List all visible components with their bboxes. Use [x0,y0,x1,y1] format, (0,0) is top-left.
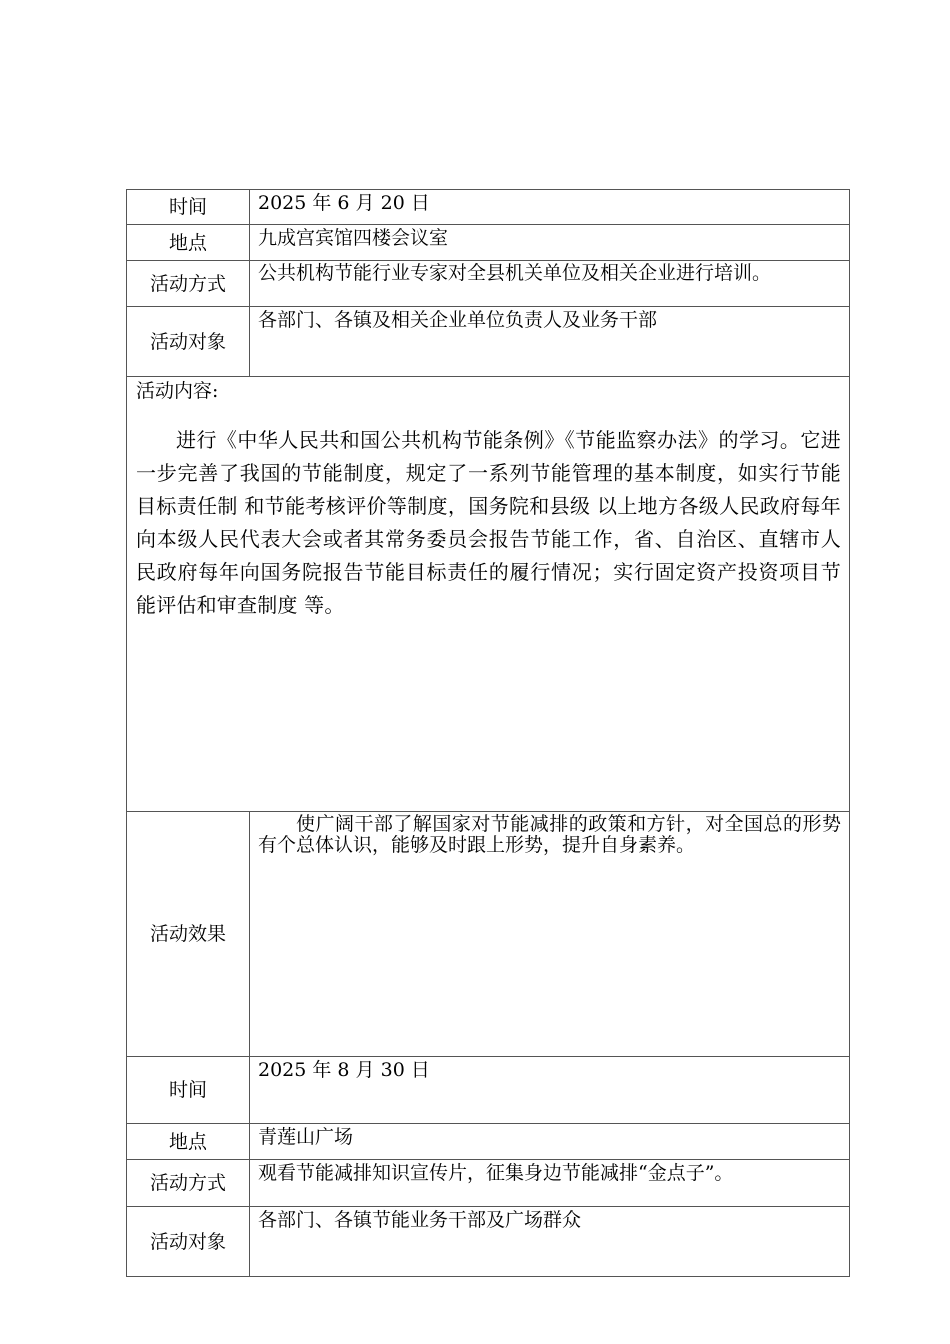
row-method-1 [127,261,850,307]
target-label: 活动对象 [127,307,250,377]
place-label: 地点 [127,1124,250,1160]
row-target-2 [127,1207,850,1277]
content-body: 进行《中华人民共和国公共机构节能条例》《节能监察办法》的学习。它进一步完善了我国的节能制度，规定了一系列节能管理的基本制度，如实行节能目标责任制 和节能考核评价等制度，国务院和县级 以上地方各级人民政府每年向本级人民代表大会或者其常务委员会报告节能工作，省、自治区、直辖市人民政府每年向国务院报告节能目标责任的履行情况；实行固定资产投资项目节能评估和审查制度 等。 [136,428,841,617]
place-value: 青莲山广场 [250,1124,850,1160]
method-value: 观看节能减排知识宣传片，征集身边节能减排“金点子”。 [250,1160,850,1207]
row-place-2 [127,1124,850,1160]
effect-cell [250,812,850,1057]
row-method-2 [127,1160,850,1207]
row-place-1 [127,225,850,261]
target-value: 各部门、各镇节能业务干部及广场群众 [250,1207,850,1277]
row-time-2 [127,1057,850,1124]
effect-label: 活动效果 [127,812,250,1057]
content-cell [127,377,850,812]
row-target-1 [127,307,850,377]
effect-value: 使广阔干部了解国家对节能减排的政策和方针，对全国总的形势有个总体认识，能够及时跟上形势，提升自身素养。 [258,813,841,856]
time-value: 2025 年 6 月 20 日 [250,190,850,225]
row-content-1 [127,377,850,812]
row-effect-1 [127,812,850,1057]
place-label: 地点 [127,225,250,261]
time-label: 时间 [127,1057,250,1124]
method-value: 公共机构节能行业专家对全县机关单位及相关企业进行培训。 [250,261,850,307]
time-label: 时间 [127,190,250,225]
place-value: 九成宫宾馆四楼会议室 [250,225,850,261]
method-label: 活动方式 [127,261,250,307]
activity-record-table [126,189,850,1277]
target-label: 活动对象 [127,1207,250,1277]
time-value: 2025 年 8 月 30 日 [250,1057,850,1124]
content-heading: 活动内容: [136,380,219,402]
row-time-1 [127,190,850,225]
method-label: 活动方式 [127,1160,250,1207]
target-value: 各部门、各镇及相关企业单位负责人及业务干部 [250,307,850,377]
